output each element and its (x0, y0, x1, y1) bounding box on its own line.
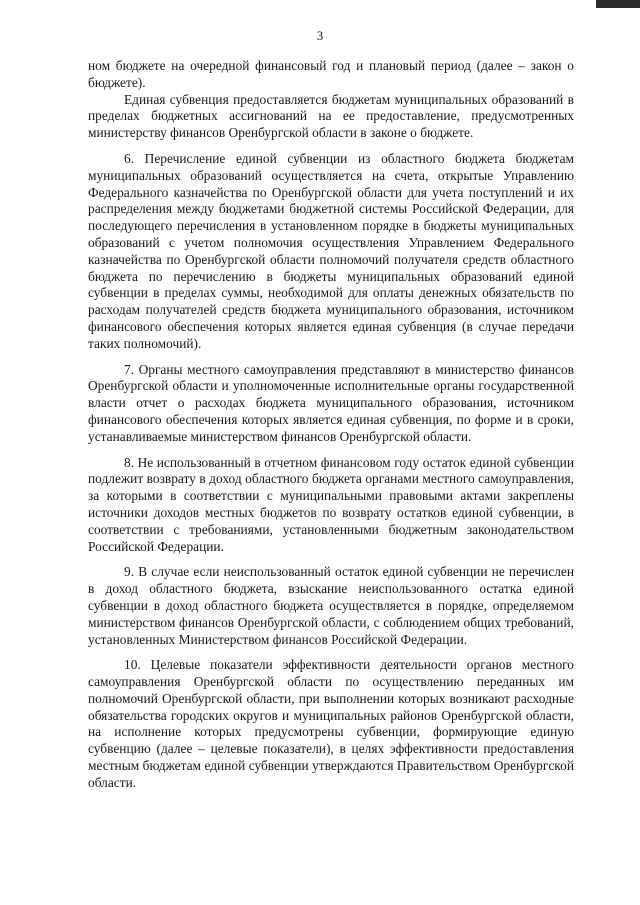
page-number: 3 (316, 28, 324, 43)
paragraph-item-8: 8. Не использованный в отчетном финансовом году остаток единой субвенции подлежит возврату в доход областного бюджета органами местного самоуправления, за которыми в соответствии с муниципальными правовыми актами закреплены источники доходов местных бюджетов по возврату остатков единой субвенции, в соответствии с требованиями, установленными бюджетным законодательством Российской Федерации. (88, 454, 574, 554)
paragraph-item-10: 10. Целевые показатели эффективности деятельности органов местного самоуправления Оренбургской области по осуществлению переданных им полномочий Оренбургской области, при выполнении которых возникают расходные обязательства городских округов и муниципальных районов Оренбургской области, на исполнение которых предусмотрены субвенции, формирующие единую субвенцию (далее – целевые показатели), в целях эффективности предоставления местным бюджетам единой субвенции утверждаются Правительством Оренбургской области. (88, 657, 574, 790)
paragraph-item-9: 9. В случае если неиспользованный остаток единой субвенции не перечислен в доход областного бюджета, взыскание неиспользованного остатка единой субвенции в доход областного бюджета осуществляется в порядке, определяемом министерством финансов Оренбургской области, с соблюдением общих требований, установленных Министерством финансов Российской Федерации. (88, 564, 574, 647)
paragraph-item-6: 6. Перечисление единой субвенции из областного бюджета бюджетам муниципальных образований осуществляется на счета, открытые Управлению Федерального казначейства по Оренбургской области для учета поступлений и их распределения между бюджетами бюджетной системы Российской Федерации, для последующего перечисления в установленном порядке в бюджеты муниципальных образований с учетом полномочия осуществления Управлением Федерального казначейства по Оренбургской области полномочий получателя средств областного бюджета по перечислению в бюджеты муниципальных образований единой субвенции в пределах суммы, необходимой для оплаты денежных обязательств по расходам получателей средств бюджета муниципального образования, источником финансового обеспечения которых является единая субвенция (в случае передачи таких полномочий). (88, 150, 574, 351)
paragraph-item-7: 7. Органы местного самоуправления представляют в министерство финансов Оренбургской области и уполномоченные исполнительные органы государственной власти отчет о расходах бюджета муниципального образования, источником финансового обеспечения которых является единая субвенция, по форме и в сроки, устанавливаемые министерством финансов Оренбургской области. (88, 361, 574, 444)
paragraph-subvention-provision: Единая субвенция предоставляется бюджетам муниципальных образований в пределах бюджетных ассигнований на ее предоставление, предусмотренных министерству финансов Оренбургской области в законе о бюджете. (88, 91, 574, 141)
paragraph-continuation: ном бюджете на очередной финансовый год и плановый период (далее – закон о бюджете). (88, 58, 574, 90)
document-body (88, 58, 574, 792)
scan-corner-mark (596, 0, 640, 8)
